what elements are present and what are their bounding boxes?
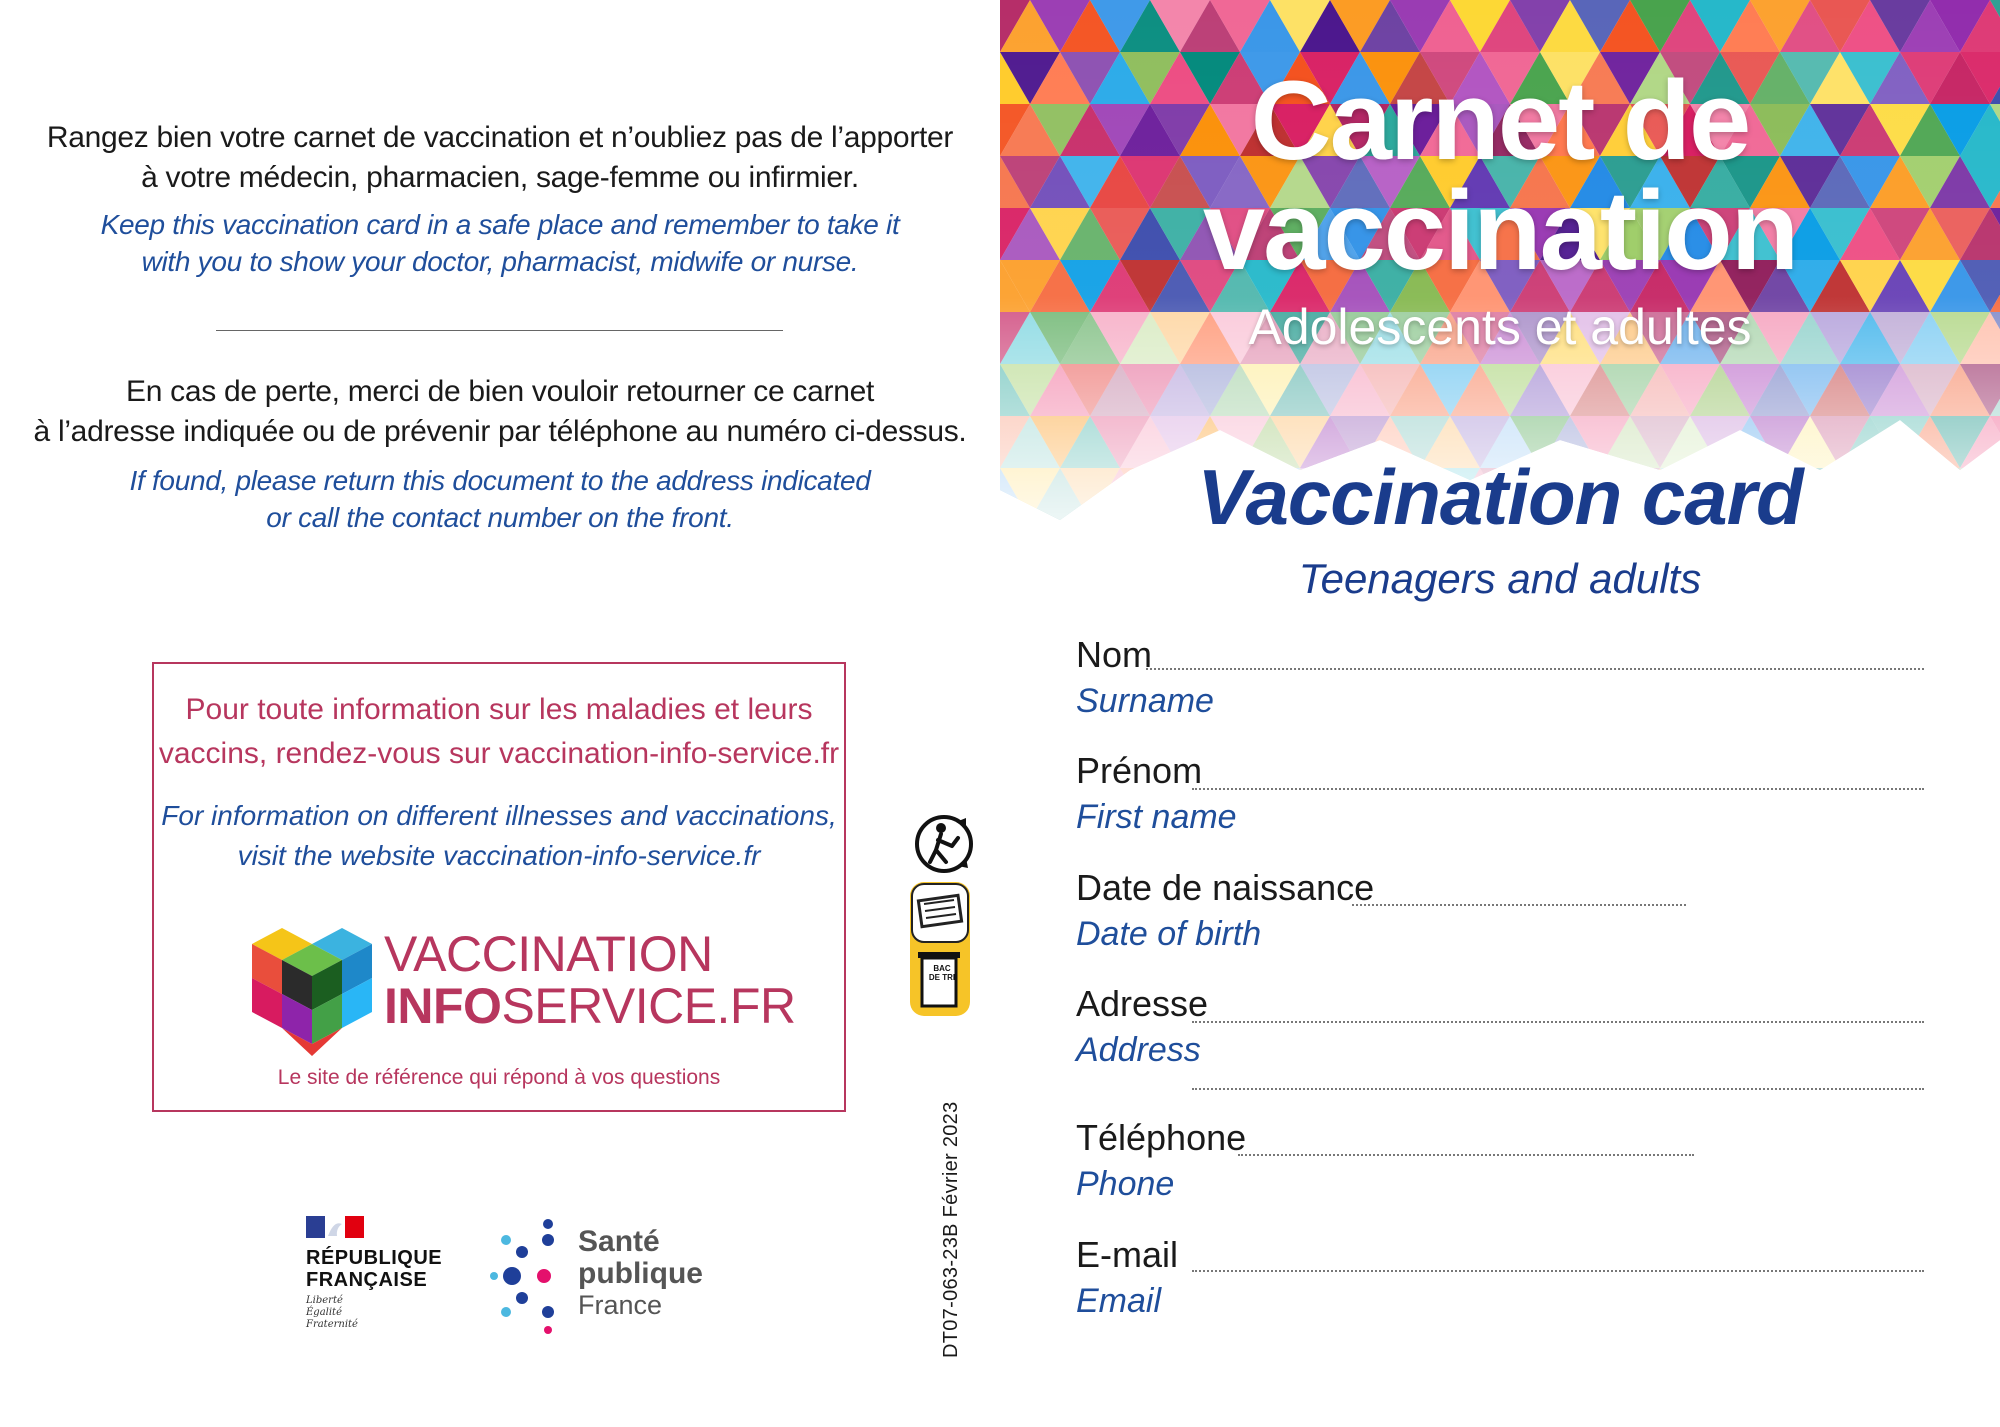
info-fr-line2: vaccins, rendez-vous sur vaccination-info-service.fr <box>158 737 840 770</box>
spf-line3: France <box>578 1290 663 1320</box>
lost-card-en-line1: If found, please return this document to the address indicated <box>129 465 871 496</box>
logo-line2-rest: SERVICE.FR <box>501 978 796 1034</box>
field-email[interactable] <box>1076 1234 1178 1321</box>
recycle-bin-label: BAC DE TRI <box>928 964 956 982</box>
phone-dotted-line[interactable] <box>1238 1154 1694 1156</box>
lost-card-fr-line2: à l’adresse indiquée ou de prévenir par téléphone au numéro ci-dessus. <box>33 415 967 448</box>
field-surname-label-fr: Nom <box>1076 634 1153 675</box>
card-title: Vaccination card <box>1197 453 1803 541</box>
field-email-label-en: Email <box>1076 1282 1162 1320</box>
email-dotted-line[interactable] <box>1192 1270 1924 1272</box>
field-address-label-fr: Adresse <box>1076 983 1209 1024</box>
logo-line2 <box>384 980 796 1032</box>
card-subtitle: Teenagers and adults <box>1298 555 1702 602</box>
logo-line2-bold: INFO <box>384 978 502 1034</box>
info-en-line1: For information on different illnesses and vaccinations, <box>161 800 837 831</box>
field-dob-label-fr: Date de naissance <box>1076 867 1375 908</box>
dob-dotted-line[interactable] <box>1352 904 1686 906</box>
info-fr-line1: Pour toute information sur les maladies et leurs <box>185 693 813 726</box>
lost-card-fr <box>0 372 1000 452</box>
logo-tagline: Le site de référence qui répond à vos questions <box>277 1066 721 1089</box>
field-phone-label-fr: Téléphone <box>1076 1117 1247 1158</box>
spf-line1: Santé <box>578 1225 660 1258</box>
first-name-dotted-line[interactable] <box>1192 788 1924 790</box>
lost-card-en <box>0 462 1000 536</box>
lost-card-fr-line1: En cas de perte, merci de bien vouloir retourner ce carnet <box>126 375 874 408</box>
title-line1: Carnet de <box>1250 58 1750 183</box>
info-en-line2: visit the website vaccination-info-service.fr <box>237 840 761 871</box>
title-subtitle: Adolescents et adultes <box>1248 299 1752 355</box>
front-cover <box>1000 0 2000 1427</box>
keep-card-fr-line2: à votre médecin, pharmacien, sage-femme ou infirmier. <box>141 161 859 194</box>
field-surname-label-en: Surname <box>1076 682 1214 720</box>
spf-line2: publique <box>578 1257 703 1290</box>
recycle-bin-info-icon <box>908 880 974 1020</box>
keep-card-en <box>0 206 1000 280</box>
logo-line1: VACCINATION <box>384 926 713 982</box>
keep-card-en-line1: Keep this vaccination card in a safe place and remember to take it <box>100 209 900 240</box>
triman-icon <box>912 812 976 876</box>
field-dob-label-en: Date of birth <box>1076 915 1262 953</box>
field-phone-label-en: Phone <box>1076 1165 1175 1203</box>
rf-motto3: Fraternité <box>306 1319 358 1330</box>
surname-dotted-line[interactable] <box>1146 668 1924 670</box>
keep-card-fr-line1: Rangez bien votre carnet de vaccination et n’oubliez pas de l’apporter <box>46 121 954 154</box>
field-email-label-fr: E-mail <box>1076 1234 1179 1275</box>
rf-motto2: Égalité <box>306 1307 342 1318</box>
field-address[interactable] <box>1076 983 1208 1070</box>
address-dotted-line-1[interactable] <box>1192 1021 1924 1023</box>
field-address-label-en: Address <box>1076 1031 1201 1069</box>
field-first-name[interactable] <box>1076 750 1237 837</box>
field-surname[interactable] <box>1076 634 1214 721</box>
rf-line1: RÉPUBLIQUE <box>306 1247 443 1269</box>
divider <box>216 330 783 331</box>
field-date-of-birth[interactable] <box>1076 867 1374 954</box>
field-first-name-label-en: First name <box>1076 798 1237 836</box>
title-line2: vaccination <box>1202 168 1798 293</box>
field-first-name-label-fr: Prénom <box>1076 750 1203 791</box>
field-phone[interactable] <box>1076 1117 1246 1204</box>
address-dotted-line-2[interactable] <box>1192 1088 1924 1090</box>
keep-card-en-line2: with you to show your doctor, pharmacist, midwife or nurse. <box>141 246 859 277</box>
sante-publique-dots-icon <box>486 1216 566 1336</box>
info-box <box>152 662 846 1112</box>
vaccination-info-service-logo-icon <box>252 928 372 1056</box>
lost-card-en-line2: or call the contact number on the front. <box>266 502 734 533</box>
marianne-flag-icon <box>306 1216 364 1238</box>
rf-motto1: Liberté <box>306 1295 343 1306</box>
republique-francaise-logo <box>306 1216 442 1331</box>
rf-line2: FRANÇAISE <box>306 1269 428 1291</box>
keep-card-fr <box>0 118 1000 198</box>
document-code: DT07-063-23B Février 2023 <box>940 1101 962 1358</box>
